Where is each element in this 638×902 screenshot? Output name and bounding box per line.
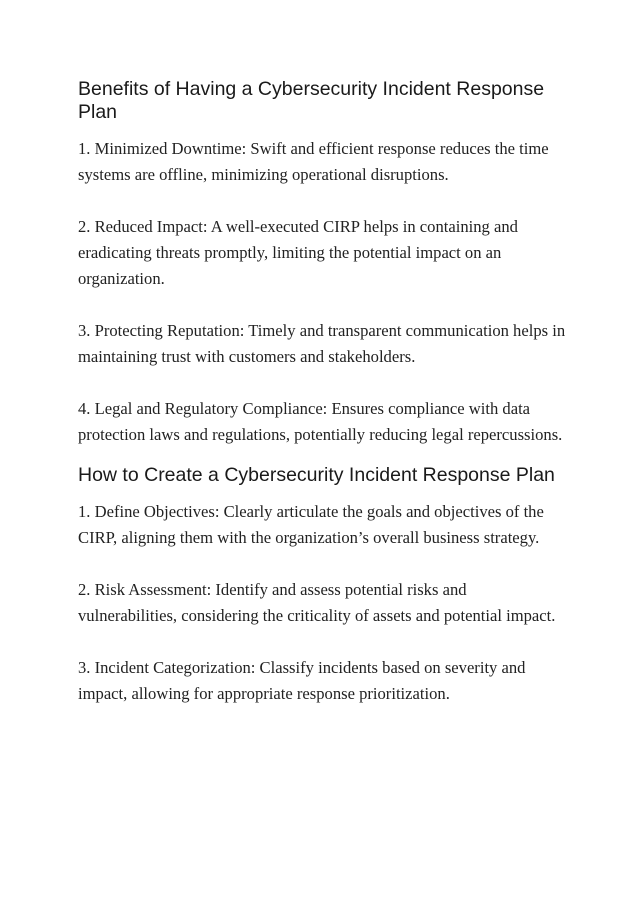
section-heading-benefits: Benefits of Having a Cybersecurity Incident Response Plan bbox=[78, 78, 545, 123]
benefit-item-protecting-reputation: 3. Protecting Reputation: Timely and transparent communication helps in maintaining trust with customers and stakeholders. bbox=[78, 321, 566, 366]
step-item-risk-assessment: 2. Risk Assessment: Identify and assess potential risks and vulnerabilities, considering the criticality of assets and potential impact. bbox=[78, 580, 556, 625]
benefit-item-legal-compliance: 4. Legal and Regulatory Compliance: Ensures compliance with data protection laws and regulations, potentially reducing legal repercussions. bbox=[78, 399, 563, 444]
document-page bbox=[78, 78, 568, 707]
step-item-incident-categorization: 3. Incident Categorization: Classify incidents based on severity and impact, allowing for appropriate response prioritization. bbox=[78, 658, 526, 703]
benefit-item-reduced-impact: 2. Reduced Impact: A well-executed CIRP helps in containing and eradicating threats promptly, limiting the potential impact on an organization. bbox=[78, 217, 518, 288]
step-item-define-objectives: 1. Define Objectives: Clearly articulate the goals and objectives of the CIRP, aligning them with the organization’s overall business strategy. bbox=[78, 502, 544, 547]
benefit-item-minimized-downtime: 1. Minimized Downtime: Swift and efficient response reduces the time systems are offline, minimizing operational disruptions. bbox=[78, 139, 549, 184]
section-heading-how-to-create: How to Create a Cybersecurity Incident Response Plan bbox=[78, 464, 555, 486]
